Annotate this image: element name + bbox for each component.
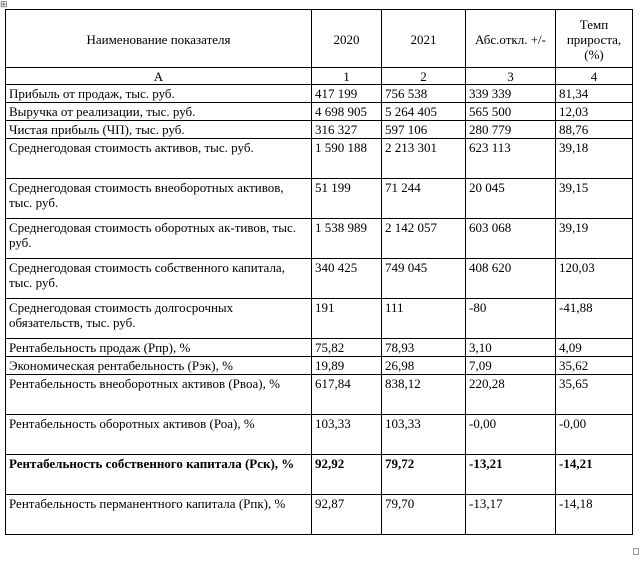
value-2021-cell: 103,33 <box>382 415 466 455</box>
growth-rate-cell: 39,15 <box>556 179 633 219</box>
value-2020-cell: 316 327 <box>312 121 382 139</box>
abs-deviation-cell: 20 045 <box>466 179 556 219</box>
table-row <box>6 455 633 495</box>
column-number: А <box>6 68 312 85</box>
abs-deviation-cell: -0,00 <box>466 415 556 455</box>
value-2021-cell: 78,93 <box>382 339 466 357</box>
table-row <box>6 375 633 415</box>
table-row <box>6 415 633 455</box>
value-2020-cell: 340 425 <box>312 259 382 299</box>
value-2020-cell: 19,89 <box>312 357 382 375</box>
end-of-cell-mark <box>633 548 639 555</box>
value-2021-cell: 26,98 <box>382 357 466 375</box>
indicator-name-cell: Рентабельность собственного капитала (Рск), % <box>6 455 312 495</box>
value-2020-cell: 92,92 <box>312 455 382 495</box>
indicator-name-cell: Среднегодовая стоимость активов, тыс. руб. <box>6 139 312 179</box>
growth-rate-cell: 4,09 <box>556 339 633 357</box>
growth-rate-cell: 81,34 <box>556 85 633 103</box>
growth-rate-cell: 35,65 <box>556 375 633 415</box>
header-year-2021: 2021 <box>382 10 466 68</box>
abs-deviation-cell: 603 068 <box>466 219 556 259</box>
growth-rate-cell: 35,62 <box>556 357 633 375</box>
value-2020-cell: 103,33 <box>312 415 382 455</box>
value-2020-cell: 51 199 <box>312 179 382 219</box>
abs-deviation-cell: 339 339 <box>466 85 556 103</box>
indicator-name-cell: Среднегодовая стоимость долгосрочных обязательств, тыс. руб. <box>6 299 312 339</box>
table-row <box>6 357 633 375</box>
value-2020-cell: 617,84 <box>312 375 382 415</box>
header-growth-rate: Темп прироста, (%) <box>556 10 633 68</box>
indicators-table <box>5 9 633 535</box>
growth-rate-cell: 12,03 <box>556 103 633 121</box>
value-2021-cell: 756 538 <box>382 85 466 103</box>
growth-rate-cell: -14,21 <box>556 455 633 495</box>
value-2021-cell: 838,12 <box>382 375 466 415</box>
abs-deviation-cell: 623 113 <box>466 139 556 179</box>
value-2021-cell: 2 142 057 <box>382 219 466 259</box>
indicator-name-cell: Выручка от реализации, тыс. руб. <box>6 103 312 121</box>
value-2020-cell: 1 538 989 <box>312 219 382 259</box>
abs-deviation-cell: -13,21 <box>466 455 556 495</box>
value-2020-cell: 1 590 188 <box>312 139 382 179</box>
value-2021-cell: 2 213 301 <box>382 139 466 179</box>
column-number: 1 <box>312 68 382 85</box>
table-row <box>6 339 633 357</box>
table-row <box>6 85 633 103</box>
column-number: 4 <box>556 68 633 85</box>
header-row <box>6 10 633 68</box>
value-2021-cell: 79,70 <box>382 495 466 535</box>
growth-rate-cell: -14,18 <box>556 495 633 535</box>
indicator-name-cell: Среднегодовая стоимость собственного капитала, тыс. руб. <box>6 259 312 299</box>
indicator-name-cell: Рентабельность перманентного капитала (Рпк), % <box>6 495 312 535</box>
table-row <box>6 219 633 259</box>
table-body <box>6 85 633 535</box>
growth-rate-cell: -41,88 <box>556 299 633 339</box>
value-2020-cell: 75,82 <box>312 339 382 357</box>
abs-deviation-cell: 408 620 <box>466 259 556 299</box>
abs-deviation-cell: 280 779 <box>466 121 556 139</box>
abs-deviation-cell: 3,10 <box>466 339 556 357</box>
table-row <box>6 103 633 121</box>
growth-rate-cell: 88,76 <box>556 121 633 139</box>
table-row <box>6 121 633 139</box>
indicator-name-cell: Чистая прибыль (ЧП), тыс. руб. <box>6 121 312 139</box>
table-row <box>6 299 633 339</box>
growth-rate-cell: 39,19 <box>556 219 633 259</box>
header-indicator-name: Наименование показателя <box>6 10 312 68</box>
table-move-handle-icon[interactable]: ⊞ <box>0 0 8 9</box>
value-2020-cell: 92,87 <box>312 495 382 535</box>
value-2020-cell: 191 <box>312 299 382 339</box>
table-row <box>6 139 633 179</box>
indicator-name-cell: Рентабельность оборотных активов (Роа), % <box>6 415 312 455</box>
indicator-name-cell: Экономическая рентабельность (Рэк), % <box>6 357 312 375</box>
indicator-name-cell: Рентабельность продаж (Рпр), % <box>6 339 312 357</box>
column-number-row <box>6 68 633 85</box>
value-2020-cell: 4 698 905 <box>312 103 382 121</box>
indicator-name-cell: Среднегодовая стоимость оборотных ак-тивов, тыс. руб. <box>6 219 312 259</box>
value-2021-cell: 597 106 <box>382 121 466 139</box>
indicator-name-cell: Рентабельность внеоборотных активов (Рвоа), % <box>6 375 312 415</box>
table-row <box>6 179 633 219</box>
table-row <box>6 259 633 299</box>
indicator-name-cell: Прибыль от продаж, тыс. руб. <box>6 85 312 103</box>
growth-rate-cell: 120,03 <box>556 259 633 299</box>
value-2021-cell: 111 <box>382 299 466 339</box>
abs-deviation-cell: -80 <box>466 299 556 339</box>
value-2020-cell: 417 199 <box>312 85 382 103</box>
header-year-2020: 2020 <box>312 10 382 68</box>
growth-rate-cell: 39,18 <box>556 139 633 179</box>
value-2021-cell: 749 045 <box>382 259 466 299</box>
table-row <box>6 495 633 535</box>
abs-deviation-cell: 565 500 <box>466 103 556 121</box>
value-2021-cell: 5 264 405 <box>382 103 466 121</box>
column-number: 3 <box>466 68 556 85</box>
abs-deviation-cell: 220,28 <box>466 375 556 415</box>
abs-deviation-cell: 7,09 <box>466 357 556 375</box>
value-2021-cell: 71 244 <box>382 179 466 219</box>
header-abs-deviation: Абс.откл. +/- <box>466 10 556 68</box>
indicator-name-cell: Среднегодовая стоимость внеоборотных активов, тыс. руб. <box>6 179 312 219</box>
abs-deviation-cell: -13,17 <box>466 495 556 535</box>
column-number: 2 <box>382 68 466 85</box>
growth-rate-cell: -0,00 <box>556 415 633 455</box>
value-2021-cell: 79,72 <box>382 455 466 495</box>
